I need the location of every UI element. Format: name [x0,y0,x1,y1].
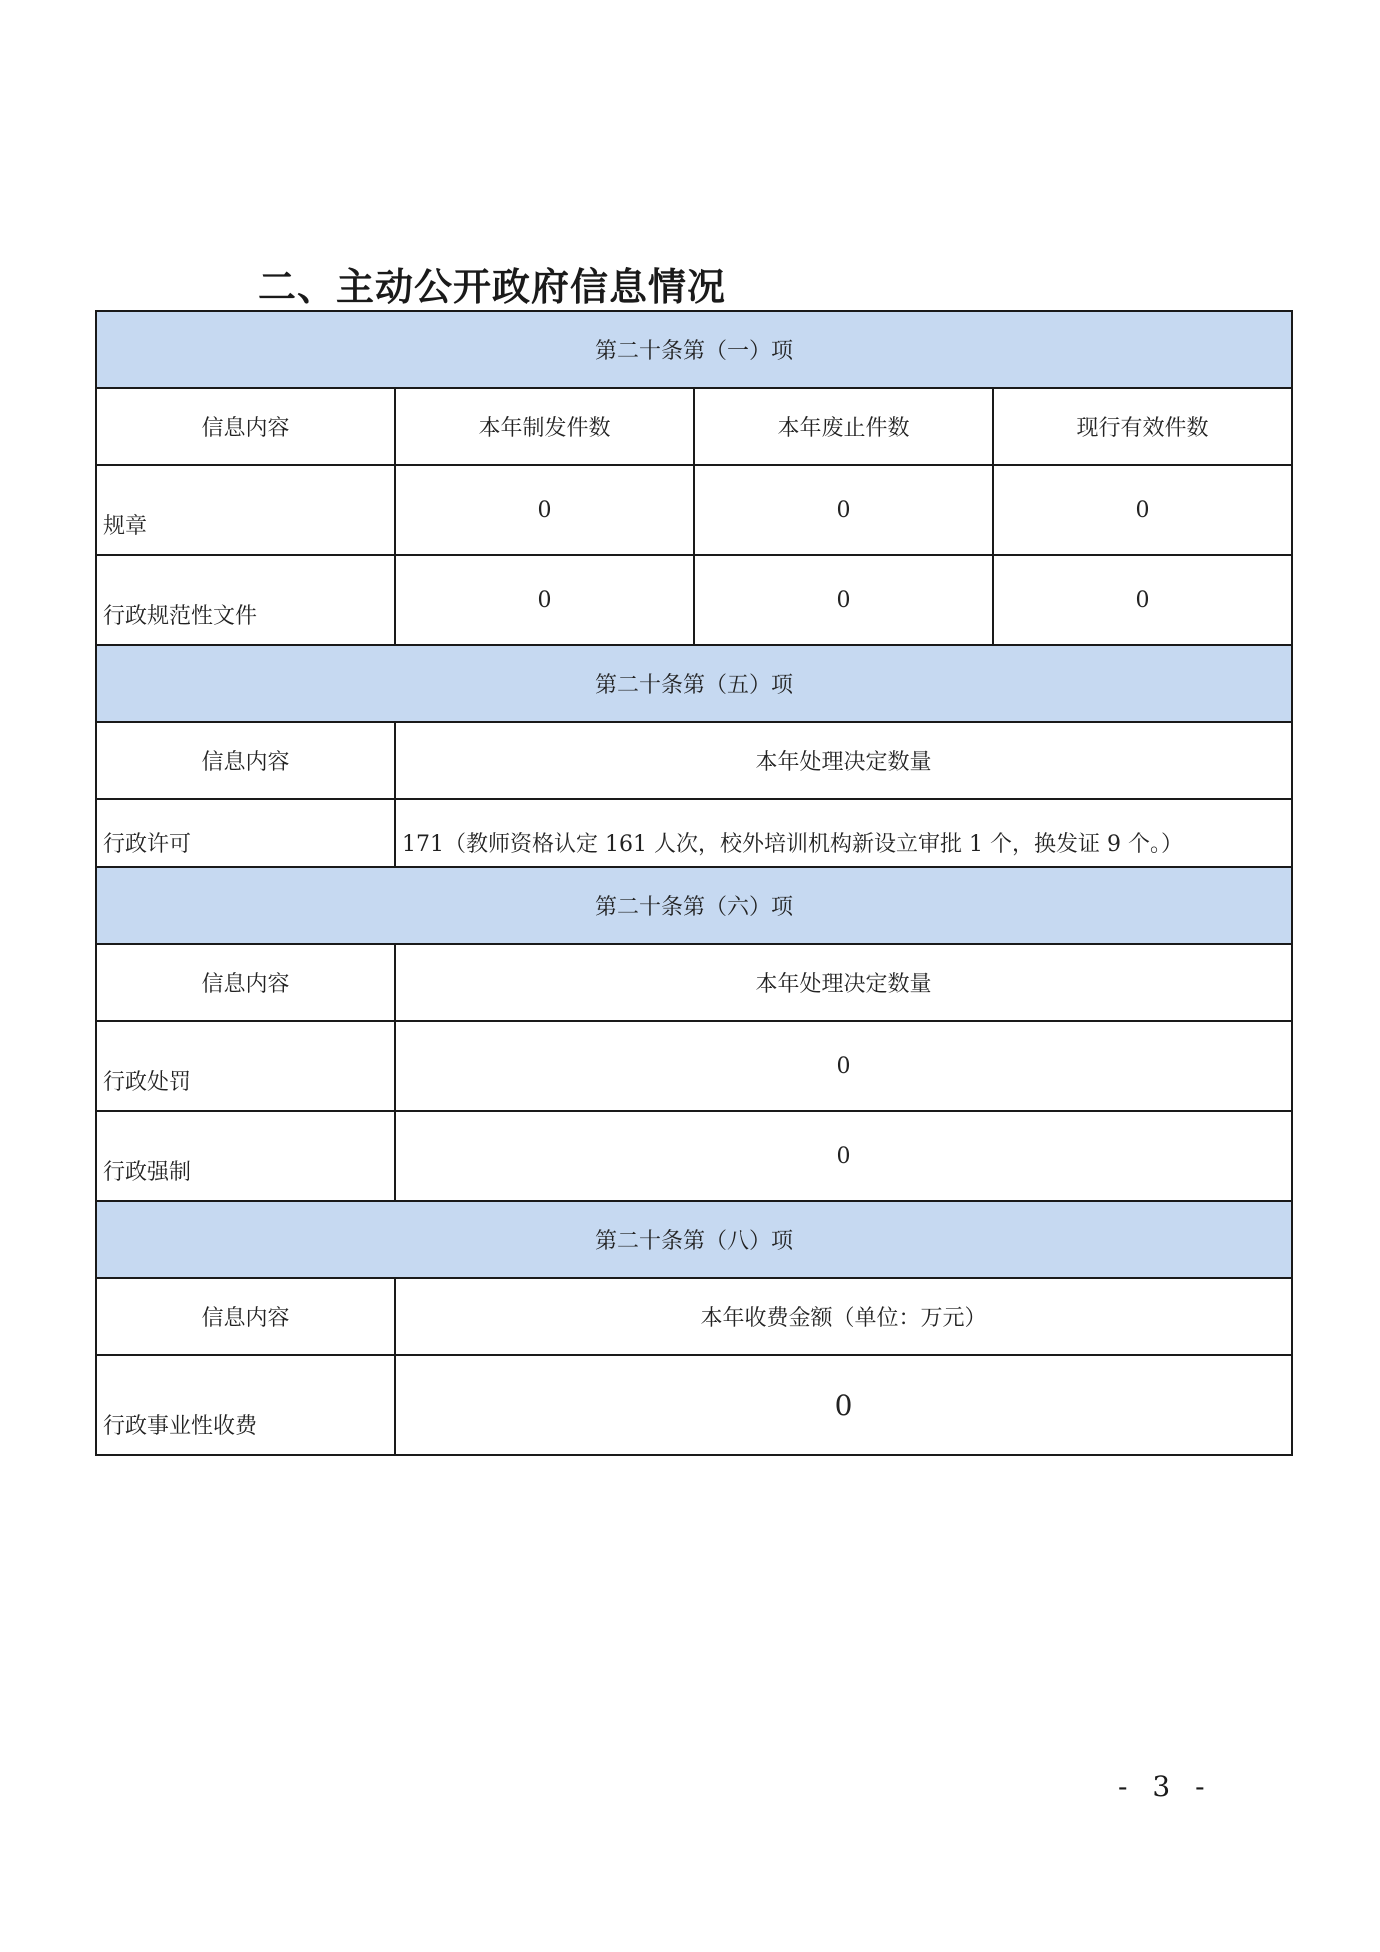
row-label: 行政规范性文件 [96,555,395,645]
column-header: 现行有效件数 [993,388,1292,465]
column-header: 信息内容 [96,388,395,465]
cell-value: 0 [395,1111,1292,1201]
cell-value: 0 [694,465,993,555]
cell-value: 0 [395,1355,1292,1455]
cell-value: 171（教师资格认定 161 人次，校外培训机构新设立审批 1 个，换发证 9 个。） [395,799,1292,867]
page-number: - 3 - [1118,1770,1213,1803]
table-row [96,799,1292,867]
row-label: 行政事业性收费 [96,1355,395,1455]
column-header: 本年收费金额（单位：万元） [395,1278,1292,1355]
cell-value: 0 [395,1021,1292,1111]
column-header-row [96,388,1292,465]
section-header-row [96,867,1292,944]
cell-value: 0 [993,555,1292,645]
section-header: 第二十条第（八）项 [96,1201,1292,1278]
section-header: 第二十条第（一）项 [96,311,1292,388]
row-label: 行政强制 [96,1111,395,1201]
column-header: 信息内容 [96,722,395,799]
section-title: 二、主动公开政府信息情况 [258,265,727,309]
table-row [96,555,1292,645]
column-header: 本年废止件数 [694,388,993,465]
section-header-row [96,645,1292,722]
column-header: 信息内容 [96,1278,395,1355]
section-header-row [96,1201,1292,1278]
column-header: 本年制发件数 [395,388,694,465]
row-label: 行政许可 [96,799,395,867]
section-header-row [96,311,1292,388]
row-label: 规章 [96,465,395,555]
cell-value: 0 [395,465,694,555]
column-header: 本年处理决定数量 [395,944,1292,1021]
column-header: 本年处理决定数量 [395,722,1292,799]
table-row [96,1355,1292,1455]
table-row [96,1021,1292,1111]
column-header: 信息内容 [96,944,395,1021]
row-label: 行政处罚 [96,1021,395,1111]
section-header: 第二十条第（六）项 [96,867,1292,944]
info-disclosure-table [95,310,1293,1456]
column-header-row [96,944,1292,1021]
cell-value: 0 [395,555,694,645]
column-header-row [96,1278,1292,1355]
cell-value: 0 [694,555,993,645]
cell-value: 0 [993,465,1292,555]
section-header: 第二十条第（五）项 [96,645,1292,722]
column-header-row [96,722,1292,799]
table-row [96,465,1292,555]
table-row [96,1111,1292,1201]
